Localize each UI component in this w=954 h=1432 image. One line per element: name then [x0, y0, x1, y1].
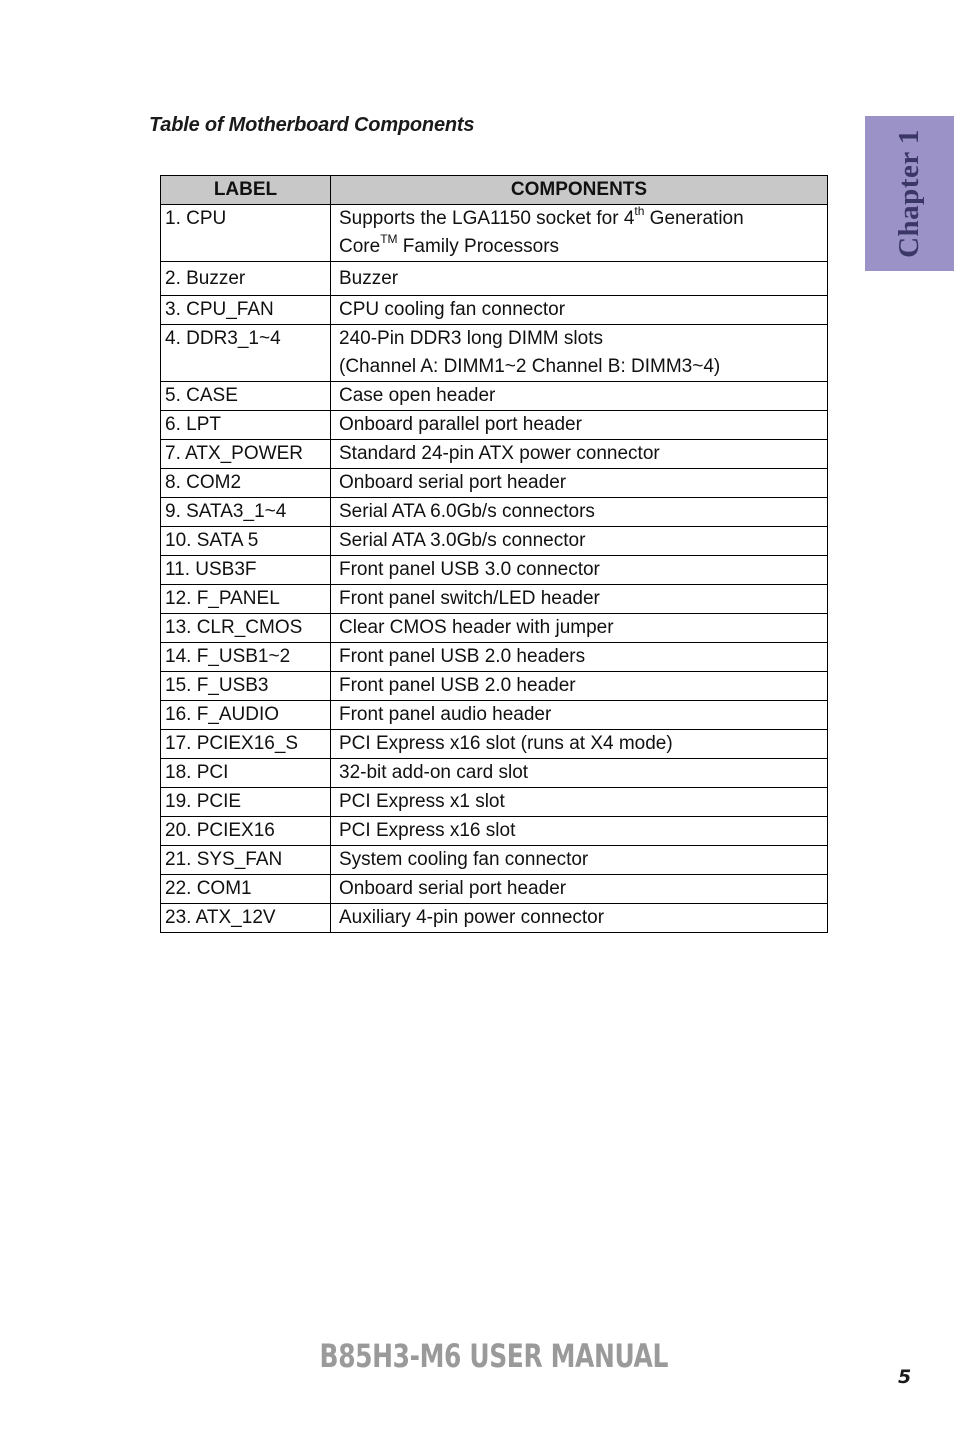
table-row	[161, 325, 828, 382]
component-label: 4. DDR3_1~4	[161, 325, 331, 382]
table-row	[161, 296, 828, 325]
component-label: 8. COM2	[161, 469, 331, 498]
table-row	[161, 382, 828, 411]
table-row	[161, 875, 828, 904]
table-row	[161, 527, 828, 556]
component-description	[331, 262, 828, 296]
component-label: 15. F_USB3	[161, 672, 331, 701]
component-label: 18. PCI	[161, 759, 331, 788]
component-label: 21. SYS_FAN	[161, 846, 331, 875]
component-description	[331, 643, 828, 672]
description-line: Front panel USB 2.0 header	[339, 675, 576, 696]
component-label: 20. PCIEX16	[161, 817, 331, 846]
component-label: 13. CLR_CMOS	[161, 614, 331, 643]
table-row	[161, 730, 828, 759]
component-description	[331, 904, 828, 933]
component-description	[331, 730, 828, 759]
component-label: 22. COM1	[161, 875, 331, 904]
component-description	[331, 701, 828, 730]
component-description	[331, 469, 828, 498]
component-description	[331, 759, 828, 788]
component-label: 5. CASE	[161, 382, 331, 411]
component-description	[331, 614, 828, 643]
component-label: 6. LPT	[161, 411, 331, 440]
table-caption: Table of Motherboard Components	[149, 114, 475, 136]
description-line: Serial ATA 3.0Gb/s connector	[339, 530, 586, 551]
chapter-tab-label: Chapter 1	[893, 129, 926, 258]
description-line: Supports the LGA1150 socket for 4th Generation	[339, 203, 744, 229]
component-description	[331, 325, 828, 382]
component-description	[331, 817, 828, 846]
description-line: Core™ Family Processors	[339, 231, 560, 257]
description-line: Onboard serial port header	[339, 472, 567, 493]
description-line: Front panel audio header	[339, 704, 552, 725]
component-description	[331, 440, 828, 469]
description-line: Front panel switch/LED header	[339, 588, 600, 609]
component-description	[331, 205, 828, 262]
component-description	[331, 296, 828, 325]
description-line: Serial ATA 6.0Gb/s connectors	[339, 501, 595, 522]
column-header-label: LABEL	[161, 176, 331, 205]
description-line: (Channel A: DIMM1~2 Channel B: DIMM3~4)	[339, 356, 721, 377]
component-label: 7. ATX_POWER	[161, 440, 331, 469]
table-row	[161, 643, 828, 672]
description-line: Front panel USB 2.0 headers	[339, 646, 586, 667]
table-row	[161, 788, 828, 817]
component-label: 2. Buzzer	[161, 262, 331, 296]
description-line: 32-bit add-on card slot	[339, 762, 529, 783]
column-header-components: COMPONENTS	[331, 176, 828, 205]
description-line: Auxiliary 4-pin power connector	[339, 907, 605, 928]
component-description	[331, 527, 828, 556]
description-line: 240-Pin DDR3 long DIMM slots	[339, 328, 603, 349]
component-label: 10. SATA 5	[161, 527, 331, 556]
table-row	[161, 498, 828, 527]
component-label: 1. CPU	[161, 205, 331, 262]
component-description	[331, 498, 828, 527]
table-body	[161, 205, 828, 933]
description-line: Onboard parallel port header	[339, 414, 582, 435]
table-row	[161, 817, 828, 846]
component-description	[331, 382, 828, 411]
description-line: System cooling fan connector	[339, 849, 589, 870]
component-description	[331, 411, 828, 440]
table-header-row	[161, 176, 828, 205]
table-row	[161, 585, 828, 614]
table-row	[161, 440, 828, 469]
description-line: Standard 24-pin ATX power connector	[339, 443, 660, 464]
table-row	[161, 846, 828, 875]
description-line: CPU cooling fan connector	[339, 299, 566, 320]
component-label: 16. F_AUDIO	[161, 701, 331, 730]
table-row	[161, 262, 828, 296]
component-description	[331, 672, 828, 701]
component-label: 3. CPU_FAN	[161, 296, 331, 325]
description-line: Clear CMOS header with jumper	[339, 617, 614, 638]
manual-title: B85H3-M6 USER MANUAL	[319, 1337, 669, 1375]
table-row	[161, 701, 828, 730]
description-line: Onboard serial port header	[339, 878, 567, 899]
component-label: 14. F_USB1~2	[161, 643, 331, 672]
component-description	[331, 556, 828, 585]
component-description	[331, 846, 828, 875]
component-label: 17. PCIEX16_S	[161, 730, 331, 759]
description-line: PCI Express x1 slot	[339, 791, 505, 812]
chapter-tab	[865, 116, 954, 271]
component-description	[331, 788, 828, 817]
description-line: Front panel USB 3.0 connector	[339, 559, 600, 580]
table-row	[161, 411, 828, 440]
table-row	[161, 205, 828, 262]
component-label: 19. PCIE	[161, 788, 331, 817]
component-label: 12. F_PANEL	[161, 585, 331, 614]
component-description	[331, 875, 828, 904]
component-label: 9. SATA3_1~4	[161, 498, 331, 527]
table-row	[161, 556, 828, 585]
superscript: TM	[380, 231, 398, 246]
table-row	[161, 469, 828, 498]
superscript: th	[634, 203, 645, 218]
component-label: 11. USB3F	[161, 556, 331, 585]
components-table	[160, 175, 828, 933]
description-line: PCI Express x16 slot (runs at X4 mode)	[339, 733, 673, 754]
page-number: 5	[898, 1366, 912, 1388]
description-line: Case open header	[339, 385, 496, 406]
table-row	[161, 614, 828, 643]
description-line: PCI Express x16 slot	[339, 820, 516, 841]
component-label: 23. ATX_12V	[161, 904, 331, 933]
description-line: Buzzer	[339, 267, 399, 289]
table-row	[161, 759, 828, 788]
table-row	[161, 672, 828, 701]
table-row	[161, 904, 828, 933]
component-description	[331, 585, 828, 614]
